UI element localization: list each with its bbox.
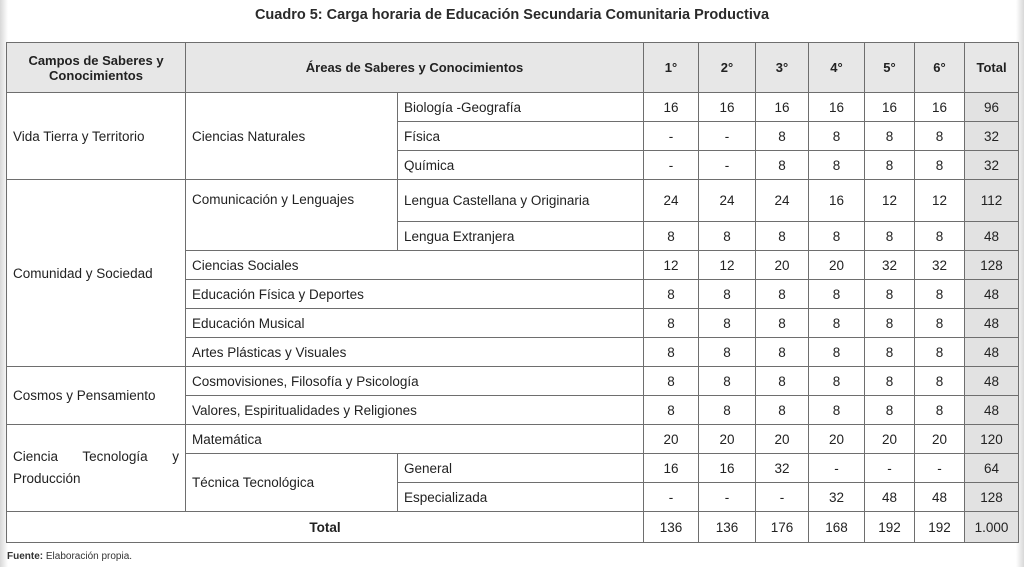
hours-cell: 8 — [699, 222, 756, 251]
hours-cell: 8 — [865, 151, 915, 180]
hours-cell: 8 — [699, 338, 756, 367]
hours-cell: 48 — [915, 483, 965, 512]
hours-cell: 8 — [756, 151, 809, 180]
hours-cell: 8 — [699, 309, 756, 338]
subject-label: Matemática — [186, 425, 644, 454]
hours-cell: 32 — [809, 483, 865, 512]
hours-cell: - — [915, 454, 965, 483]
table-row — [7, 180, 1019, 222]
source-text: Elaboración propia. — [43, 551, 133, 562]
hours-cell: 8 — [644, 309, 699, 338]
hours-cell: 20 — [809, 251, 865, 280]
hours-cell: 8 — [865, 222, 915, 251]
hours-cell: 16 — [699, 93, 756, 122]
hours-cell: - — [644, 122, 699, 151]
subject-label: Física — [398, 122, 644, 151]
hours-cell: - — [644, 483, 699, 512]
hours-cell: 24 — [699, 180, 756, 222]
header-grade-5: 5° — [865, 43, 915, 93]
hours-cell: 8 — [699, 396, 756, 425]
area-comunicacion: Comunicación y Lenguajes — [186, 180, 398, 251]
grand-total-cell: 176 — [756, 512, 809, 543]
hours-cell: 8 — [809, 309, 865, 338]
field-cosmos-pensamiento: Cosmos y Pensamiento — [7, 367, 186, 425]
hours-cell: 8 — [699, 367, 756, 396]
grand-total-cell: 136 — [699, 512, 756, 543]
row-total-cell: 48 — [965, 396, 1019, 425]
area-ciencias-naturales: Ciencias Naturales — [186, 93, 398, 180]
hours-cell: - — [699, 483, 756, 512]
row-total-cell: 48 — [965, 309, 1019, 338]
hours-cell: 16 — [644, 454, 699, 483]
field-vida-tierra: Vida Tierra y Territorio — [7, 93, 186, 180]
hours-cell: 16 — [699, 454, 756, 483]
subject-label: Especializada — [398, 483, 644, 512]
table-row — [7, 93, 1019, 122]
field-comunidad-sociedad: Comunidad y Sociedad — [7, 180, 186, 367]
subject-label: Educación Musical — [186, 309, 644, 338]
hours-cell: 20 — [644, 425, 699, 454]
hours-cell: 8 — [644, 280, 699, 309]
header-grade-3: 3° — [756, 43, 809, 93]
header-campos: Campos de Saberes y Conocimientos — [7, 43, 186, 93]
hours-cell: 8 — [756, 222, 809, 251]
row-total-cell: 128 — [965, 251, 1019, 280]
header-grade-2: 2° — [699, 43, 756, 93]
hours-cell: 8 — [644, 222, 699, 251]
row-total-cell: 48 — [965, 338, 1019, 367]
row-total-cell: 48 — [965, 280, 1019, 309]
hours-cell: 20 — [915, 425, 965, 454]
hours-cell: - — [756, 483, 809, 512]
row-total-cell: 128 — [965, 483, 1019, 512]
subject-label: Artes Plásticas y Visuales — [186, 338, 644, 367]
hours-cell: 8 — [865, 309, 915, 338]
hours-cell: 8 — [756, 367, 809, 396]
field-ciencia-tecnologia: Ciencia Tecnología y Producción — [7, 425, 186, 512]
row-total-cell: 112 — [965, 180, 1019, 222]
hours-cell: 8 — [915, 280, 965, 309]
hours-cell: 8 — [915, 396, 965, 425]
hours-cell: 12 — [915, 180, 965, 222]
source-note — [7, 551, 132, 562]
hours-cell: 16 — [756, 93, 809, 122]
row-total-cell: 120 — [965, 425, 1019, 454]
hours-cell: 16 — [644, 93, 699, 122]
hours-cell: 8 — [756, 338, 809, 367]
hours-cell: 8 — [809, 280, 865, 309]
grand-total-cell: 192 — [865, 512, 915, 543]
hours-cell: 8 — [865, 122, 915, 151]
hours-cell: 20 — [865, 425, 915, 454]
header-grade-4: 4° — [809, 43, 865, 93]
hours-cell: 8 — [865, 338, 915, 367]
hours-cell: 8 — [915, 222, 965, 251]
hours-cell: 20 — [756, 425, 809, 454]
row-total-cell: 32 — [965, 151, 1019, 180]
hours-cell: - — [644, 151, 699, 180]
grand-total-label: Total — [7, 512, 644, 543]
hours-cell: 16 — [915, 93, 965, 122]
hours-cell: 8 — [865, 367, 915, 396]
header-row — [7, 43, 1019, 93]
hours-cell: 12 — [644, 251, 699, 280]
subject-label: Ciencias Sociales — [186, 251, 644, 280]
hours-cell: - — [809, 454, 865, 483]
row-total-cell: 96 — [965, 93, 1019, 122]
subject-label: Química — [398, 151, 644, 180]
hours-cell: 8 — [644, 338, 699, 367]
subject-label: Lengua Castellana y Originaria — [398, 180, 644, 222]
header-grade-6: 6° — [915, 43, 965, 93]
hours-cell: 24 — [644, 180, 699, 222]
hours-cell: 8 — [809, 122, 865, 151]
subject-label: Valores, Espiritualidades y Religiones — [186, 396, 644, 425]
hours-cell: 8 — [644, 367, 699, 396]
grand-total-cell: 136 — [644, 512, 699, 543]
hours-cell: 12 — [865, 180, 915, 222]
hours-cell: 8 — [809, 338, 865, 367]
table-title: Cuadro 5: Carga horaria de Educación Secundaria Comunitaria Productiva — [254, 7, 770, 23]
hours-cell: 8 — [865, 280, 915, 309]
hours-cell: 8 — [865, 396, 915, 425]
hours-cell: - — [699, 151, 756, 180]
hours-cell: 32 — [915, 251, 965, 280]
hours-cell: 48 — [865, 483, 915, 512]
table-row — [7, 425, 1019, 454]
hours-cell: 8 — [915, 367, 965, 396]
hours-cell: 8 — [809, 367, 865, 396]
hours-cell: 8 — [699, 280, 756, 309]
row-total-cell: 32 — [965, 122, 1019, 151]
grand-total-cell: 168 — [809, 512, 865, 543]
hours-cell: 32 — [756, 454, 809, 483]
table-row — [7, 367, 1019, 396]
subject-label: Biología -Geografía — [398, 93, 644, 122]
grand-total-cell: 192 — [915, 512, 965, 543]
subject-label: Cosmovisiones, Filosofía y Psicología — [186, 367, 644, 396]
hours-cell: 8 — [809, 222, 865, 251]
grand-total-row — [7, 512, 1019, 543]
row-total-cell: 64 — [965, 454, 1019, 483]
hours-cell: 16 — [865, 93, 915, 122]
source-label: Fuente: — [7, 551, 44, 562]
subject-label: Lengua Extranjera — [398, 222, 644, 251]
hours-cell: 8 — [756, 309, 809, 338]
hours-cell: 8 — [915, 122, 965, 151]
hours-cell: 8 — [915, 151, 965, 180]
hours-cell: 8 — [756, 280, 809, 309]
area-tecnica-tecnologica: Técnica Tecnológica — [186, 454, 398, 512]
hours-cell: 16 — [809, 180, 865, 222]
grand-total-sum: 1.000 — [965, 512, 1019, 543]
row-total-cell: 48 — [965, 222, 1019, 251]
hours-cell: 20 — [756, 251, 809, 280]
hours-cell: 32 — [865, 251, 915, 280]
header-grade-1: 1° — [644, 43, 699, 93]
row-total-cell: 48 — [965, 367, 1019, 396]
hours-cell: 8 — [915, 309, 965, 338]
hours-cell: 24 — [756, 180, 809, 222]
hours-table — [6, 42, 1019, 543]
header-total: Total — [965, 43, 1019, 93]
hours-cell: - — [699, 122, 756, 151]
hours-cell: 8 — [915, 338, 965, 367]
hours-cell: 8 — [809, 396, 865, 425]
hours-cell: 8 — [756, 122, 809, 151]
subject-label: Educación Física y Deportes — [186, 280, 644, 309]
hours-cell: 16 — [809, 93, 865, 122]
hours-cell: 8 — [644, 396, 699, 425]
hours-cell: 20 — [699, 425, 756, 454]
header-areas: Áreas de Saberes y Conocimientos — [186, 43, 644, 93]
subject-label: General — [398, 454, 644, 483]
hours-cell: 12 — [699, 251, 756, 280]
hours-cell: 8 — [809, 151, 865, 180]
hours-cell: 8 — [756, 396, 809, 425]
hours-cell: - — [865, 454, 915, 483]
hours-cell: 20 — [809, 425, 865, 454]
